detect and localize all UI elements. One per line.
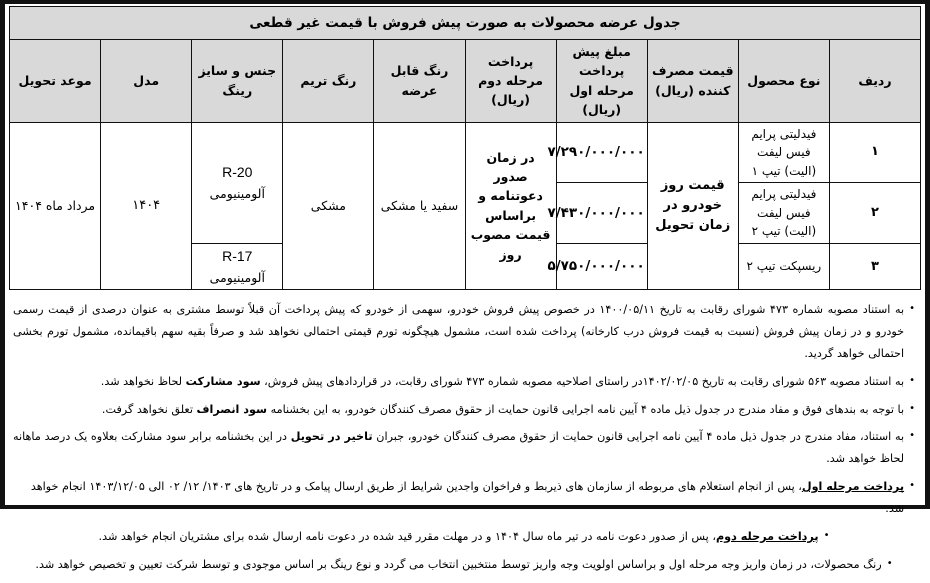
final-note-text: رنگ محصولات، در زمان واریز وجه مرحله اول و براساس اولویت وجه واریز توسط منتخبین انتخاب می گردد و نوع رینگ بر اساس موجودی و توسط شرکت تعیین و تخصیص خواهد شد.	[35, 557, 882, 571]
table-title-row	[10, 7, 921, 40]
table-row	[10, 122, 921, 183]
cell-row-no: ۱	[829, 122, 920, 183]
cell-model: ۱۴۰۴	[101, 122, 192, 290]
header-prepay-stage1: مبلغ پیش پرداخت مرحله اول (ریال)	[556, 40, 647, 123]
bullet-icon: •	[823, 529, 830, 541]
final-note-item	[13, 554, 915, 576]
payment-note-text	[99, 526, 819, 548]
rim-top-material: آلومینیومی	[209, 185, 265, 201]
note-text-tail: در این بخشنامه برابر سود مشارکت بعلاوه یک درصد ماهانه لحاظ خواهد شد.	[13, 430, 905, 466]
header-model: مدل	[101, 40, 192, 123]
document-body	[5, 4, 925, 583]
note-text-lead: با توجه به بندهای فوق و مفاد مندرج در جدول ذیل ماده ۴ آیین نامه اجرایی قانون حمایت از حقوق مصرف کنندگان خودرو، به این بخشنامه	[267, 402, 905, 416]
header-row-no: ردیف	[829, 40, 920, 123]
cell-delivery: مرداد ماه ۱۴۰۴	[10, 122, 101, 290]
bullet-icon: •	[909, 430, 915, 442]
rim-top-code: R-20	[222, 164, 253, 181]
bullet-icon: •	[886, 557, 893, 569]
notes-section	[9, 299, 921, 581]
cell-rim-top	[192, 122, 283, 244]
note-emphasis: تاخیر در تحویل	[290, 430, 373, 444]
cell-product-type: فیدلیتی پرایم فیس لیفت (الیت) تیپ ۲	[738, 183, 829, 244]
bullet-icon: •	[909, 402, 915, 414]
payment-stage-label: پرداخت مرحله دوم	[715, 529, 819, 543]
bullet-icon: •	[909, 480, 915, 492]
pre-sale-offer-table	[9, 6, 921, 290]
cell-consumer-price: قیمت روز خودرو در زمان تحویل	[647, 122, 738, 290]
header-rim: جنس و سایز رینگ	[192, 40, 283, 123]
table-title: جدول عرضه محصولات به صورت پیش فروش با قیمت غیر قطعی	[10, 7, 921, 40]
note-text	[13, 399, 904, 421]
payment-stage-label: پرداخت مرحله اول	[801, 480, 905, 494]
note-text	[13, 426, 904, 470]
table-body	[10, 122, 921, 290]
header-product-type: نوع محصول	[738, 40, 829, 123]
cell-row-no: ۳	[829, 244, 920, 290]
cell-trim-color: مشکی	[283, 122, 374, 290]
cell-prepay-stage1: ۷/۴۳۰/۰۰۰/۰۰۰	[556, 183, 647, 244]
rim-bottom-code: R-17	[222, 248, 253, 265]
rim-bottom-material: آلومینیومی	[209, 269, 265, 285]
header-payment-stage2: پرداخت مرحله دوم (ریال)	[465, 40, 556, 123]
note-text-tail: تعلق نخواهد گرفت.	[101, 402, 197, 416]
note-emphasis: سود انصراف	[196, 402, 268, 416]
table-header-row	[10, 40, 921, 123]
cell-product-type: فیدلیتی پرایم فیس لیفت (الیت) تیپ ۱	[738, 122, 829, 183]
note-text	[13, 371, 904, 393]
payment-note-item	[13, 476, 915, 520]
header-consumer-price: قیمت مصرف کننده (ریال)	[647, 40, 738, 123]
note-emphasis: سود مشارکت	[185, 374, 261, 388]
note-item	[13, 426, 915, 470]
header-delivery-date: موعد تحویل	[10, 40, 101, 123]
cell-product-type: ریسپکت تیپ ۲	[738, 244, 829, 290]
payment-note-text	[13, 476, 904, 520]
cell-offer-color: سفید یا مشکی	[374, 122, 465, 290]
cell-payment-stage2: در زمان صدور دعوتنامه و براساس قیمت مصوب روز	[465, 122, 556, 290]
note-item	[13, 399, 915, 421]
bullet-icon: •	[909, 374, 915, 386]
cell-prepay-stage1: ۵/۷۵۰/۰۰۰/۰۰۰	[556, 244, 647, 290]
note-item	[13, 299, 915, 365]
note-item	[13, 371, 915, 393]
payment-stage-detail: ، پس از انجام استعلام های مربوطه از سازمان های ذیربط و فراخوان واجدین شرایط از طریق ارسال پیامک و در تاریخ های ۱۴۰۳/ ۱۲/ ۰۲ الی ۱۴۰۳/۱۲/۰۵ انجام خواهد شد.	[30, 480, 905, 515]
payment-stage-detail: ، پس از صدور دعوت نامه در تیر ماه سال ۱۴۰۴ و در مهلت مقرر قید شده در دعوت نامه ارسال شده برای مشتریان انجام خواهد شد.	[98, 529, 716, 543]
note-text: به استناد مصوبه شماره ۴۷۳ شورای رقابت به تاریخ ۱۴۰۰/۰۵/۱۱ در خصوص پیش فروش خودرو، سهمی از خودرو که پیش پرداخت آن قبلاً توسط مشتری به عنوان درصدی از قیمت رسمی خودرو و در زمان پیش فروش (نسبت به قیمت فروش درب کارخانه) پرداخت شده است، مشمول هیچگونه تورم قیمتی احتمالی نخواهد شد و صرفاً بقیه سهم باقیمانده، مشمول تورم بخشی احتمالی خواهد گردید.	[13, 303, 905, 360]
note-text-lead: به استناد، مفاد مندرج در جدول ذیل ماده ۴ آیین نامه اجرایی قانون حمایت از حقوق مصرف کنندگان خودرو، جبران	[372, 430, 905, 444]
header-offer-color: رنگ قابل عرضه	[374, 40, 465, 123]
bullet-icon: •	[909, 303, 915, 315]
header-trim-color: رنگ تریم	[283, 40, 374, 123]
cell-prepay-stage1: ۷/۲۹۰/۰۰۰/۰۰۰	[556, 122, 647, 183]
note-text-lead: به استناد مصوبه ۵۶۳ شورای رقابت به تاریخ ۱۴۰۲/۰۲/۰۵در راستای اصلاحیه مصوبه شماره ۴۷۳ شورای رقابت، در قراردادهای پیش فروش،	[260, 374, 905, 388]
note-text-tail: لحاظ نخواهد شد.	[100, 374, 186, 388]
cell-row-no: ۲	[829, 183, 920, 244]
cell-rim-bottom	[192, 244, 283, 290]
payment-note-item	[13, 526, 915, 548]
table-head	[10, 7, 921, 123]
